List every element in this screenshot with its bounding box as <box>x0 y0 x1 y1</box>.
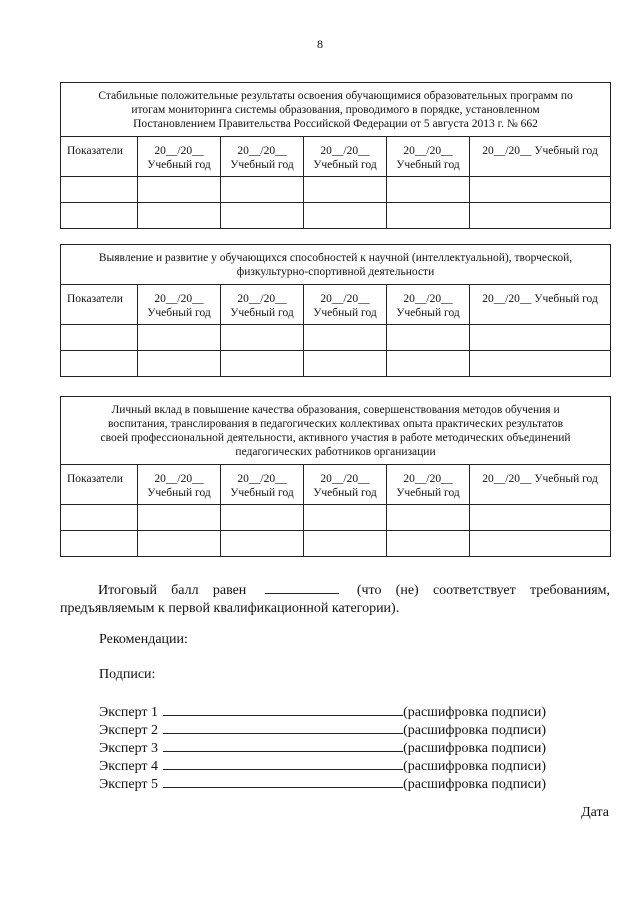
empty-entry-cell[interactable] <box>138 177 221 203</box>
empty-entry-cell[interactable] <box>61 203 138 229</box>
academic-year-header <box>387 137 470 177</box>
indicators-header: Показатели <box>61 465 138 505</box>
empty-entry-cell[interactable] <box>138 203 221 229</box>
empty-entry-cell[interactable] <box>221 177 304 203</box>
year-label: Учебный год <box>147 487 211 499</box>
year-label: Учебный год <box>230 307 294 319</box>
total-score-line-2: предъявляемым к первой квалификационной категории). <box>60 601 400 616</box>
academic-year-header <box>138 137 221 177</box>
empty-entry-cell[interactable] <box>470 325 611 351</box>
criterion-table <box>60 82 611 229</box>
year-range: 20__/20__ <box>403 473 453 485</box>
year-range: 20__/20__ <box>154 293 204 305</box>
empty-entry-cell[interactable] <box>61 505 138 531</box>
criterion-title-line: физкультурно-спортивной деятельности <box>236 266 435 278</box>
expert-signature-row <box>99 720 546 738</box>
empty-entry-cell[interactable] <box>304 177 387 203</box>
table-row <box>61 505 611 531</box>
academic-year-header <box>304 137 387 177</box>
academic-year-header <box>221 137 304 177</box>
indicators-header: Показатели <box>61 285 138 325</box>
total-score-line-1 <box>60 581 610 600</box>
year-label: Учебный год <box>313 307 377 319</box>
year-range: 20__/20__ <box>237 145 287 157</box>
academic-year-header <box>304 465 387 505</box>
expert-signatures <box>99 702 546 792</box>
criterion-title-line: педагогических работников организации <box>235 446 436 458</box>
signature-line[interactable] <box>163 702 403 716</box>
signature-decoding: (расшифровка подписи) <box>403 759 546 774</box>
academic-year-header <box>387 465 470 505</box>
empty-entry-cell[interactable] <box>387 177 470 203</box>
academic-year-header <box>304 285 387 325</box>
empty-entry-cell[interactable] <box>221 505 304 531</box>
total-score-suffix: (что (не) соответствует требованиям, <box>356 583 611 598</box>
criterion-title <box>61 245 611 285</box>
signature-decoding: (расшифровка подписи) <box>403 723 546 738</box>
table-row <box>61 351 611 377</box>
empty-entry-cell[interactable] <box>221 203 304 229</box>
empty-entry-cell[interactable] <box>221 531 304 557</box>
year-range: 20__/20__ <box>403 145 453 157</box>
signature-decoding: (расшифровка подписи) <box>403 705 546 720</box>
total-score-statement <box>60 581 610 618</box>
signature-line[interactable] <box>163 720 403 734</box>
empty-entry-cell[interactable] <box>470 531 611 557</box>
criterion-title-line: Личный вклад в повышение качества образования, совершенствования методов обучения и <box>111 404 560 416</box>
year-range: 20__/20__ <box>237 473 287 485</box>
table-row <box>61 177 611 203</box>
academic-year-header <box>221 285 304 325</box>
expert-signature-row <box>99 774 546 792</box>
empty-entry-cell[interactable] <box>138 531 221 557</box>
expert-label: Эксперт 5 <box>99 777 159 792</box>
academic-year-header <box>387 285 470 325</box>
year-range: 20__/20__ <box>320 293 370 305</box>
expert-signature-row <box>99 756 546 774</box>
score-blank-field[interactable] <box>265 581 339 594</box>
empty-entry-cell[interactable] <box>304 325 387 351</box>
year-range: 20__/20__ <box>154 473 204 485</box>
total-score-prefix: Итоговый балл равен <box>98 583 247 598</box>
page-number: 8 <box>317 37 323 51</box>
empty-entry-cell[interactable] <box>221 351 304 377</box>
criterion-title-line: итогам мониторинга системы образования, проводимого в порядке, установленном <box>131 104 540 116</box>
signature-line[interactable] <box>163 756 403 770</box>
table-row <box>61 325 611 351</box>
empty-entry-cell[interactable] <box>387 505 470 531</box>
empty-entry-cell[interactable] <box>387 325 470 351</box>
year-range: 20__/20__ <box>320 145 370 157</box>
empty-entry-cell[interactable] <box>61 325 138 351</box>
table-row <box>61 531 611 557</box>
expert-label: Эксперт 3 <box>99 741 159 756</box>
empty-entry-cell[interactable] <box>221 325 304 351</box>
year-label: Учебный год <box>230 487 294 499</box>
expert-signature-row <box>99 738 546 756</box>
year-label: Учебный год <box>396 159 460 171</box>
year-label: Учебный год <box>313 487 377 499</box>
year-label: Учебный год <box>147 307 211 319</box>
date-label: Дата <box>581 805 609 820</box>
criterion-title-line: Постановлением Правительства Российской Федерации от 5 августа 2013 г. № 662 <box>133 118 538 130</box>
empty-entry-cell[interactable] <box>61 351 138 377</box>
empty-entry-cell[interactable] <box>61 177 138 203</box>
empty-entry-cell[interactable] <box>304 351 387 377</box>
criterion-table <box>60 244 611 377</box>
year-range: 20__/20__ <box>154 145 204 157</box>
expert-label: Эксперт 2 <box>99 723 159 738</box>
year-label: Учебный год <box>313 159 377 171</box>
indicators-header: Показатели <box>61 137 138 177</box>
criterion-table <box>60 396 611 557</box>
academic-year-header <box>138 465 221 505</box>
empty-entry-cell[interactable] <box>138 505 221 531</box>
signatures-label: Подписи: <box>99 667 156 682</box>
expert-label: Эксперт 4 <box>99 759 159 774</box>
signature-line[interactable] <box>163 738 403 752</box>
signature-decoding: (расшифровка подписи) <box>403 777 546 792</box>
empty-entry-cell[interactable] <box>304 505 387 531</box>
empty-entry-cell[interactable] <box>470 203 611 229</box>
year-range: 20__/20__ <box>320 473 370 485</box>
criterion-title-line: воспитания, транслирования в педагогических коллективах опыта практических результатов <box>108 418 564 430</box>
empty-entry-cell[interactable] <box>387 531 470 557</box>
empty-entry-cell[interactable] <box>61 531 138 557</box>
criterion-title <box>61 397 611 465</box>
academic-year-header-last: 20__/20__ Учебный год <box>470 137 611 177</box>
empty-entry-cell[interactable] <box>470 351 611 377</box>
empty-entry-cell[interactable] <box>138 325 221 351</box>
empty-entry-cell[interactable] <box>470 177 611 203</box>
year-label: Учебный год <box>396 307 460 319</box>
empty-entry-cell[interactable] <box>387 351 470 377</box>
criterion-title-line: Выявление и развитие у обучающихся способностей к научной (интеллектуальной), творческой, <box>98 252 573 264</box>
year-label: Учебный год <box>147 159 211 171</box>
empty-entry-cell[interactable] <box>470 505 611 531</box>
recommendations-label: Рекомендации: <box>99 632 188 647</box>
expert-signature-row <box>99 702 546 720</box>
year-range: 20__/20__ <box>403 293 453 305</box>
academic-year-header <box>138 285 221 325</box>
empty-entry-cell[interactable] <box>387 203 470 229</box>
criterion-title <box>61 83 611 137</box>
table-row <box>61 203 611 229</box>
signature-decoding: (расшифровка подписи) <box>403 741 546 756</box>
year-label: Учебный год <box>230 159 294 171</box>
academic-year-header <box>221 465 304 505</box>
signature-line[interactable] <box>163 774 403 788</box>
empty-entry-cell[interactable] <box>304 203 387 229</box>
academic-year-header-last: 20__/20__ Учебный год <box>470 465 611 505</box>
expert-label: Эксперт 1 <box>99 705 159 720</box>
criterion-title-line: Стабильные положительные результаты освоения обучающимися образовательных программ по <box>98 90 573 102</box>
empty-entry-cell[interactable] <box>304 531 387 557</box>
academic-year-header-last: 20__/20__ Учебный год <box>470 285 611 325</box>
year-label: Учебный год <box>396 487 460 499</box>
criterion-title-line: своей профессиональной деятельности, активного участия в работе методических объединений <box>100 432 571 444</box>
empty-entry-cell[interactable] <box>138 351 221 377</box>
year-range: 20__/20__ <box>237 293 287 305</box>
